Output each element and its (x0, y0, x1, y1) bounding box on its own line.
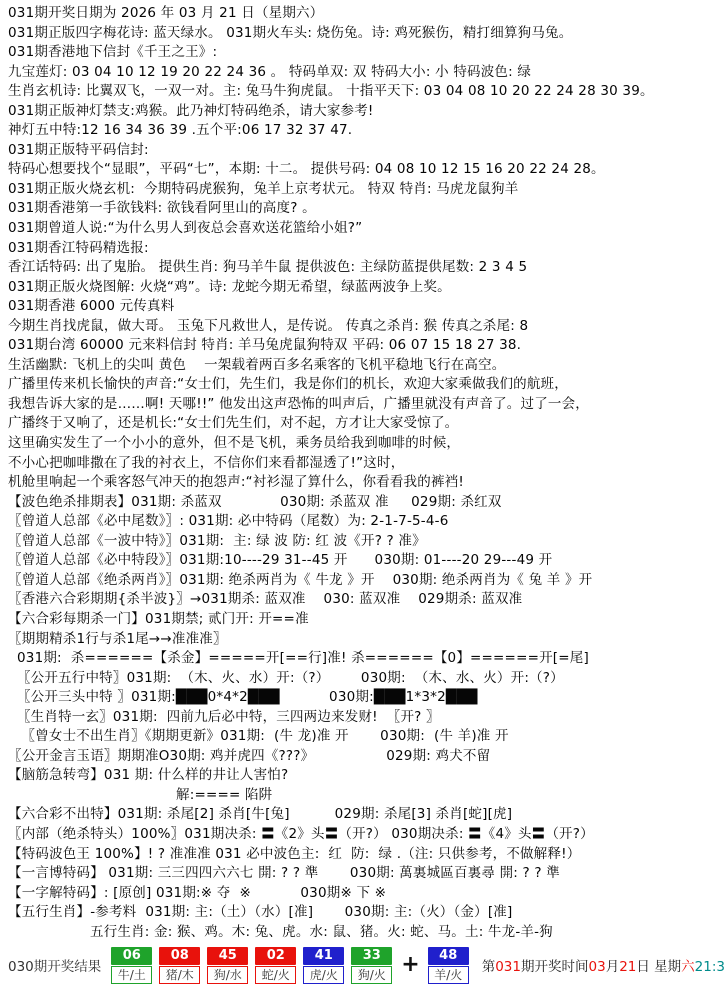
next-draw-text-part: 月 (605, 959, 620, 976)
text-line: 我想告诉大家的是……啊! 天哪!!” 他发出这声恐怖的叫声后，广播里就没有声音了。过了一会， (8, 395, 590, 412)
text-line: 031期香江特码精选报: (8, 239, 149, 256)
text-line: 031期香港 6000 元传真料 (8, 298, 175, 315)
ball-zodiac-element: 蛇/火 (255, 966, 296, 984)
result-ball (159, 947, 200, 984)
wuxing-zodiac-line: 五行生肖: 金: 猴、鸡。木: 兔、虎。水: 鼠、猪。火: 蛇、马。土: 牛龙-羊-狗 (90, 923, 553, 940)
ball-zodiac-element: 羊/火 (428, 966, 469, 984)
text-line: 【一字解特码】: [原创] 031期:※ 夺 ※ 030期※ 下 ※ (8, 884, 387, 901)
next-draw-weekday: 六 (681, 959, 695, 976)
text-line: 〖公开三头中特 〗031期:███0*4*2███ 030期:███1*3*2███ (8, 689, 478, 706)
text-line: 〖内部（绝杀特头）100%〗031期决杀: 〓《2》头〓（开?） 030期决杀: 〓《4》头〓（开?） (8, 825, 594, 842)
text-line: 〖期期精杀1行与杀1尾→→准准准〗 (8, 630, 227, 647)
text-line: 〖曾道人总部《一波中特》〗031期: 主: 绿 波 防: 红 波《开? ? 准》 (8, 532, 426, 549)
text-line: 【波色绝杀排期表】031期: 杀蓝双 030期: 杀蓝双 准 029期: 杀红双 (8, 493, 502, 510)
text-line: 今期生肖找虎鼠，做大哥。 玉兔下凡救世人，是传说。 传真之杀肖: 猴 传真之杀尾: 8 (8, 317, 529, 334)
text-line: 生肖玄机诗: 比翼双飞，一双一对。主: 兔马牛狗虎鼠。 十指平天下: 03 04 08 10 20 22 24 28 30 39。 (8, 83, 654, 100)
text-line: 特码心想要找个“显眼”，平码“七”，本期: 十二。 提供号码: 04 08 10 12 15 16 20 22 24 28。 (8, 161, 605, 178)
text-line: 〖香港六合彩期期{杀半波}〗→031期杀: 蓝双准 030: 蓝双准 029期杀: 蓝双准 (8, 591, 523, 608)
text-line: 神灯五中特:12 16 34 36 39 .五个平:06 17 32 37 47. (8, 122, 353, 139)
text-line: 广播终于又响了，还是机长:“女士们先生们，对不起，方才让大家受惊了。 (8, 415, 459, 432)
text-line: 机舱里响起一个乘客怒气冲天的抱怨声:“衬衫湿了算什么，你看看我的裤裆! (8, 474, 464, 491)
text-line: 031期正版特平码信封: (8, 141, 149, 158)
next-draw-issue: 031 (495, 959, 521, 976)
result-ball (255, 947, 296, 984)
text-line: 不小心把咖啡撒在了我的衬衣上，不信你们来看都湿透了!”这时， (8, 454, 405, 471)
ball-zodiac-element: 狗/水 (207, 966, 248, 984)
result-ball (111, 947, 152, 984)
plus-sign: + (401, 952, 420, 978)
riddle-answer-line: 解:==== 陷阱 (176, 786, 273, 803)
text-line: 【一言博特码】 031期: 三三四四六六七 開: ? ? 準 030期: 萬裏城區百裏尋 開: ? ? 準 (8, 865, 560, 882)
text-line: 〖曾道人总部《必中特段》〗031期:10----29 31--45 开 030期: 01----20 29---49 开 (8, 552, 553, 569)
text-line: 031期曾道人说:“为什么男人到夜总会喜欢送花篮给小姐?” (8, 220, 363, 237)
text-line: 【特码波色王 100%】! ? 准准准 031 必中波色主: 红 防: 绿 .（注: 只供参考，不做解释!） (8, 845, 581, 862)
text-line: 〖公开五行中特〗031期: （木、火、水）开:（?） 030期: （木、水、火）开:（?） (8, 669, 564, 686)
next-draw-text-part: 第 (481, 959, 496, 976)
ball-zodiac-element: 狗/火 (351, 966, 392, 984)
text-line: 【五行生肖】-参考料 031期: 主:（土）（水）[准] 030期: 主:（火）（金）[准] (8, 904, 513, 921)
text-line: 031期正版火烧玄机: 今期特码虎猴狗，兔羊上京考状元。 特双 特肖: 马虎龙鼠狗羊 (8, 180, 519, 197)
text-line: 031期台湾 60000 元来料信封 特肖: 羊马兔虎鼠狗特双 平码: 06 07 15 18 27 38. (8, 337, 522, 354)
text-line: 生活幽默: 飞机上的尖叫 黄色 一架载着两百多名乘客的飞机平稳地飞行在高空。 (8, 356, 506, 373)
text-line: 香江话特码: 出了鬼胎。 提供生肖: 狗马羊牛鼠 提供波色: 主绿防蓝提供尾数: 2 3 4 5 (8, 259, 528, 276)
text-line: 〖曾道人总部《必中尾数》〗: 031期: 必中特码（尾数）为: 2-1-7-5-4-6 (8, 513, 449, 530)
ball-number: 41 (303, 947, 344, 965)
text-line: 【六合彩不出特】031期: 杀尾[2] 杀肖[牛[兔] 029期: 杀尾[3] 杀肖[蛇][虎] (8, 806, 513, 823)
text-line: 【脑筋急转弯】031 期: 什么样的井让人害怕? (8, 767, 289, 784)
next-draw-info (482, 955, 725, 975)
text-line: 〖曾女士不出生肖〗《期期更新》031期: (牛 龙)准 开 030期: (牛 羊)准 开 (8, 728, 509, 745)
ball-number: 48 (428, 947, 469, 965)
text-line: 031期正版四字梅花诗: 蓝天绿水。 031期火车头: 烧伤兔。诗: 鸡死猴伤，精打细算狗马兔。 (8, 24, 573, 41)
next-draw-time: 21:3 (694, 959, 725, 976)
text-line: 031期正版神灯禁支:鸡猴。此乃神灯特码绝杀，请大家参考! (8, 102, 374, 119)
result-ball (351, 947, 392, 984)
ball-number: 02 (255, 947, 296, 965)
ball-number: 08 (159, 947, 200, 965)
draw-results-bar (0, 943, 725, 987)
result-ball (303, 947, 344, 984)
ball-zodiac-element: 牛/土 (111, 966, 152, 984)
text-line: 031期开奖日期为 2026 年 03 月 21 日（星期六） (8, 5, 324, 21)
next-draw-day: 21 (619, 959, 637, 976)
text-line: 广播里传来机长愉快的声音:“女士们，先生们，我是你们的机长，欢迎大家乘做我们的航班， (8, 376, 568, 393)
ball-number: 33 (351, 947, 392, 965)
next-draw-month: 03 (588, 959, 606, 976)
next-draw-text-part: 期开奖时间 (521, 959, 589, 976)
special-result-ball (428, 947, 469, 984)
result-ball (207, 947, 248, 984)
results-label: 030期开奖结果 (8, 959, 102, 976)
next-draw-text-part: 日 星期 (636, 959, 682, 976)
text-line: 031期正版火烧图解: 火烧“鸡”。诗: 龙蛇今期无希望，绿蓝两波争上奖。 (8, 278, 451, 295)
text-line: 【六合彩每期杀一门】031期禁; 贰门开: 开==准 (8, 610, 309, 627)
text-line: 九宝莲灯: 03 04 10 12 19 20 22 24 36 。 特码单双: 双 特码大小: 小 特码波色: 绿 (8, 63, 532, 80)
ball-number: 06 (111, 947, 152, 965)
text-line: 〖曾道人总部《绝杀两肖》〗031期: 绝杀两肖为《 牛龙 》开 030期: 绝杀两肖为《 兔 羊 》开 (8, 571, 593, 588)
text-line: 031期: 杀======【杀金】=====开[==行]准! 杀======【0】======开[=尾] (8, 650, 589, 667)
ball-zodiac-element: 猪/木 (159, 966, 200, 984)
ball-zodiac-element: 虎/火 (303, 966, 344, 984)
text-line: 031期香港第一手欲钱料: 欲钱看阿里山的高度? 。 (8, 200, 316, 217)
text-line: 〖公开金言玉语〗期期准O30期: 鸡并虎四《???》 029期: 鸡犬不留 (8, 747, 491, 764)
text-line: 〖生肖特一玄〗031期: 四前九后必中特，三四两边来发财! 〖开? 〗 (8, 708, 440, 725)
ball-number: 45 (207, 947, 248, 965)
text-line: 这里确实发生了一个小小的意外，但不是飞机，乘务员给我到咖啡的时候， (8, 435, 461, 452)
text-line: 031期香港地下信封《千王之王》: (8, 44, 218, 61)
